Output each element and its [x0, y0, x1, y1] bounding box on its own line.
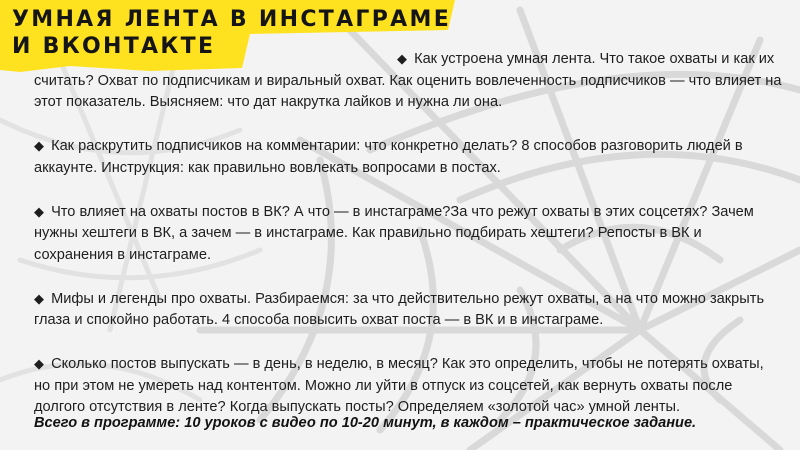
- topic-paragraph: [34, 48, 782, 114]
- black-diamond-icon: ◆: [34, 203, 44, 219]
- black-diamond-icon: ◆: [34, 138, 44, 153]
- topic-paragraph: [34, 353, 782, 419]
- program-summary: Всего в программе: 10 уроков с видео по 10-20 минут, в каждом – практическое задание.: [34, 415, 697, 431]
- topic-text: Что влияет на охваты постов в ВК? А что — в инстаграме?За что режут охваты в этих соцсетях? Зачем нужны хештеги в ВК, а зачем — в инстаграме. Как правильно подбирать хештеги? Репосты в ВК и сохранения в инстаграме.: [34, 203, 754, 263]
- topic-text: Мифы и легенды про охваты. Разбираемся: за что действительно режут охваты, а на что можно закрыть глаза и спокойно работать. 4 способа повысить охват поста — в ВК и в инстаграме.: [34, 290, 765, 328]
- topic-paragraph: [34, 288, 782, 332]
- topic-text: Как устроена умная лента. Что такое охваты и как их считать? Охват по подписчикам и виральный охват. Как оценить вовлеченность подписчиков — что влияет на этот показатель. Выясняем: что дат накрутка лайков и нужна ли она.: [34, 51, 782, 110]
- title-line-2: И ВКОНТАКТЕ: [12, 34, 216, 59]
- black-diamond-icon: ◆: [34, 356, 44, 371]
- topic-paragraph: [34, 201, 782, 267]
- black-diamond-icon: ◆: [397, 51, 407, 66]
- title-line-1: УМНАЯ ЛЕНТА В ИНСТАГРАМЕ: [12, 7, 452, 32]
- topic-text: Как раскрутить подписчиков на комментарии: что конкретно делать? 8 способов разговорить людей в аккаунте. Инструкция: как правильно вовлекать вопросами в постах.: [34, 138, 743, 176]
- topic-text: Сколько постов выпускать — в день, в неделю, в месяц? Как это определить, чтобы не потерять охваты, но при этом не умереть над контентом. Можно ли уйти в отпуск из соцсетей, как вернуть охваты после долгого отсутствия в ленте? Когда выпускать посты? Определяем «золотой час» умной ленты.: [34, 356, 764, 415]
- topic-list: [34, 48, 782, 440]
- black-diamond-icon: ◆: [34, 290, 44, 306]
- topic-paragraph: [34, 135, 782, 179]
